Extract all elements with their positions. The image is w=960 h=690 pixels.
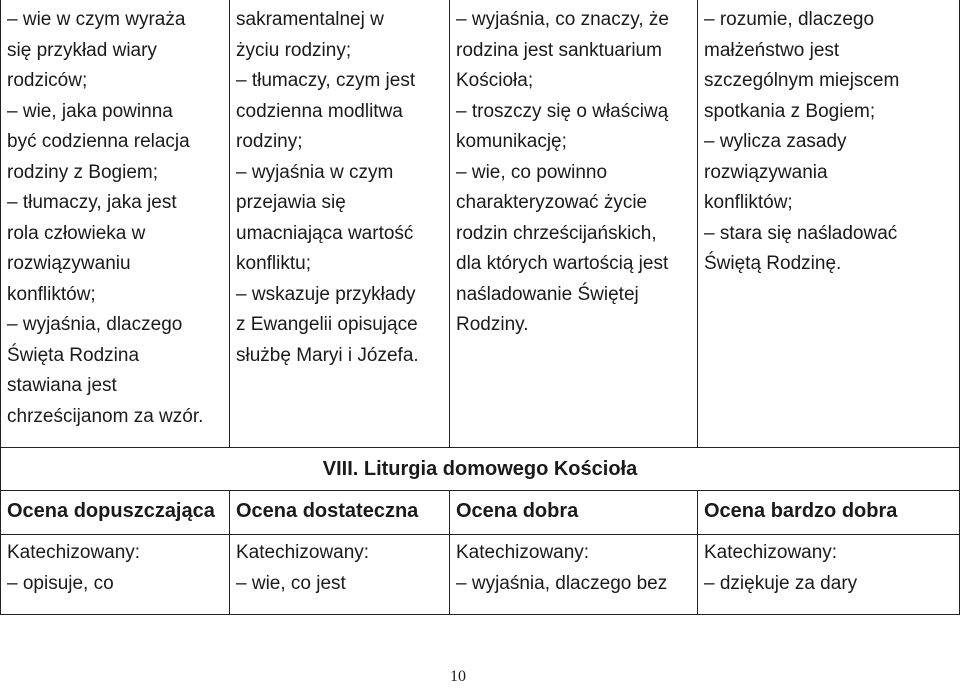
cell-line: rozwiązywania bbox=[704, 161, 828, 183]
cell-line: sakramentalnej w bbox=[236, 9, 384, 30]
cell-line: – wie, jaka powinna bbox=[7, 100, 173, 122]
cell-line: charakteryzować życie bbox=[456, 192, 648, 213]
cell-line: – wyjaśnia, dlaczego bez bbox=[456, 572, 668, 594]
header-ocena-bardzo-dobra: Ocena bardzo dobra bbox=[698, 491, 960, 535]
cell-line: życiu rodziny; bbox=[236, 39, 352, 61]
cell-line: komunikację; bbox=[456, 131, 567, 152]
cell-line: małżeństwo jest bbox=[704, 39, 840, 61]
cell-line: – wie w czym wyraża bbox=[7, 9, 186, 30]
cell-line: Katechizowany: bbox=[704, 542, 838, 563]
cell-line: Świętą Rodzinę. bbox=[704, 253, 842, 274]
cell-line: się przykład wiary bbox=[7, 39, 157, 61]
cell-line: konfliktu; bbox=[236, 253, 311, 274]
cell-line: konfliktów; bbox=[704, 192, 793, 213]
cell-line: – opisuje, co bbox=[7, 572, 114, 594]
cell-line: – wylicza zasady bbox=[704, 131, 847, 152]
cell-line: – wyjaśnia, co znaczy, że bbox=[456, 9, 669, 30]
cell-dopuszczajaca-prev bbox=[0, 0, 230, 448]
cell-dobra-viii bbox=[450, 535, 698, 615]
cell-line: – wyjaśnia, dlaczego bbox=[7, 314, 183, 335]
cell-line: szczególnym miejscem bbox=[704, 70, 900, 91]
cell-line: – tłumaczy, czym jest bbox=[236, 70, 416, 91]
cell-bardzo-dobra-prev bbox=[698, 0, 960, 448]
cell-line: służbę Maryi i Józefa. bbox=[236, 344, 419, 366]
cell-line: codzienna modlitwa bbox=[236, 100, 403, 122]
cell-line: – wie, co powinno bbox=[456, 161, 608, 183]
cell-line: rozwiązywaniu bbox=[7, 253, 131, 274]
cell-line: konfliktów; bbox=[7, 283, 96, 305]
page-number: 10 bbox=[450, 668, 466, 685]
header-ocena-dopuszczajaca: Ocena dopuszczająca bbox=[0, 491, 230, 535]
cell-line: Katechizowany: bbox=[236, 542, 370, 563]
cell-line: – wyjaśnia w czym bbox=[236, 161, 394, 183]
cell-line: dla których wartością jest bbox=[456, 253, 669, 274]
cell-line: – rozumie, dlaczego bbox=[704, 9, 875, 30]
header-ocena-dostateczna: Ocena dostateczna bbox=[230, 491, 450, 535]
cell-line: – wie, co jest bbox=[236, 572, 346, 594]
cell-line: – tłumaczy, jaka jest bbox=[7, 192, 177, 213]
cell-bardzo-dobra-viii bbox=[698, 535, 960, 615]
header-ocena-dobra: Ocena dobra bbox=[450, 491, 698, 535]
criteria-row-section-viii bbox=[0, 535, 960, 615]
cell-line: stawiana jest bbox=[7, 375, 117, 396]
cell-line: z Ewangelii opisujące bbox=[236, 314, 418, 335]
cell-line: być codzienna relacja bbox=[7, 131, 190, 152]
cell-line: Kościoła; bbox=[456, 70, 534, 91]
cell-line: rola człowieka w bbox=[7, 222, 146, 244]
cell-line: – stara się naśladować bbox=[704, 222, 898, 244]
section-title: VIII. Liturgia domowego Kościoła bbox=[0, 448, 960, 491]
cell-line: – troszczy się o właściwą bbox=[456, 100, 669, 122]
cell-line: Katechizowany: bbox=[456, 542, 590, 563]
cell-line: rodziców; bbox=[7, 70, 88, 91]
cell-line: – wskazuje przykłady bbox=[236, 283, 416, 305]
cell-line: rodziny; bbox=[236, 131, 303, 152]
cell-line: umacniająca wartość bbox=[236, 222, 414, 244]
cell-line: rodzina jest sanktuarium bbox=[456, 39, 662, 61]
cell-line: – dziękuje za dary bbox=[704, 572, 858, 594]
cell-dostateczna-viii bbox=[230, 535, 450, 615]
cell-line: naśladowanie Świętej bbox=[456, 283, 639, 305]
cell-line: przejawia się bbox=[236, 192, 346, 213]
cell-dostateczna-prev bbox=[230, 0, 450, 448]
cell-line: rodziny z Bogiem; bbox=[7, 161, 159, 183]
cell-line: Rodziny. bbox=[456, 314, 529, 335]
cell-line: chrześcijanom za wzór. bbox=[7, 405, 204, 427]
cell-line: rodzin chrześcijańskich, bbox=[456, 222, 657, 244]
cell-line: spotkania z Bogiem; bbox=[704, 100, 876, 122]
cell-dobra-prev bbox=[450, 0, 698, 448]
cell-line: Katechizowany: bbox=[7, 542, 141, 563]
cell-line: Święta Rodzina bbox=[7, 344, 140, 366]
grade-header-row bbox=[0, 491, 960, 535]
cell-dopuszczajaca-viii bbox=[0, 535, 230, 615]
